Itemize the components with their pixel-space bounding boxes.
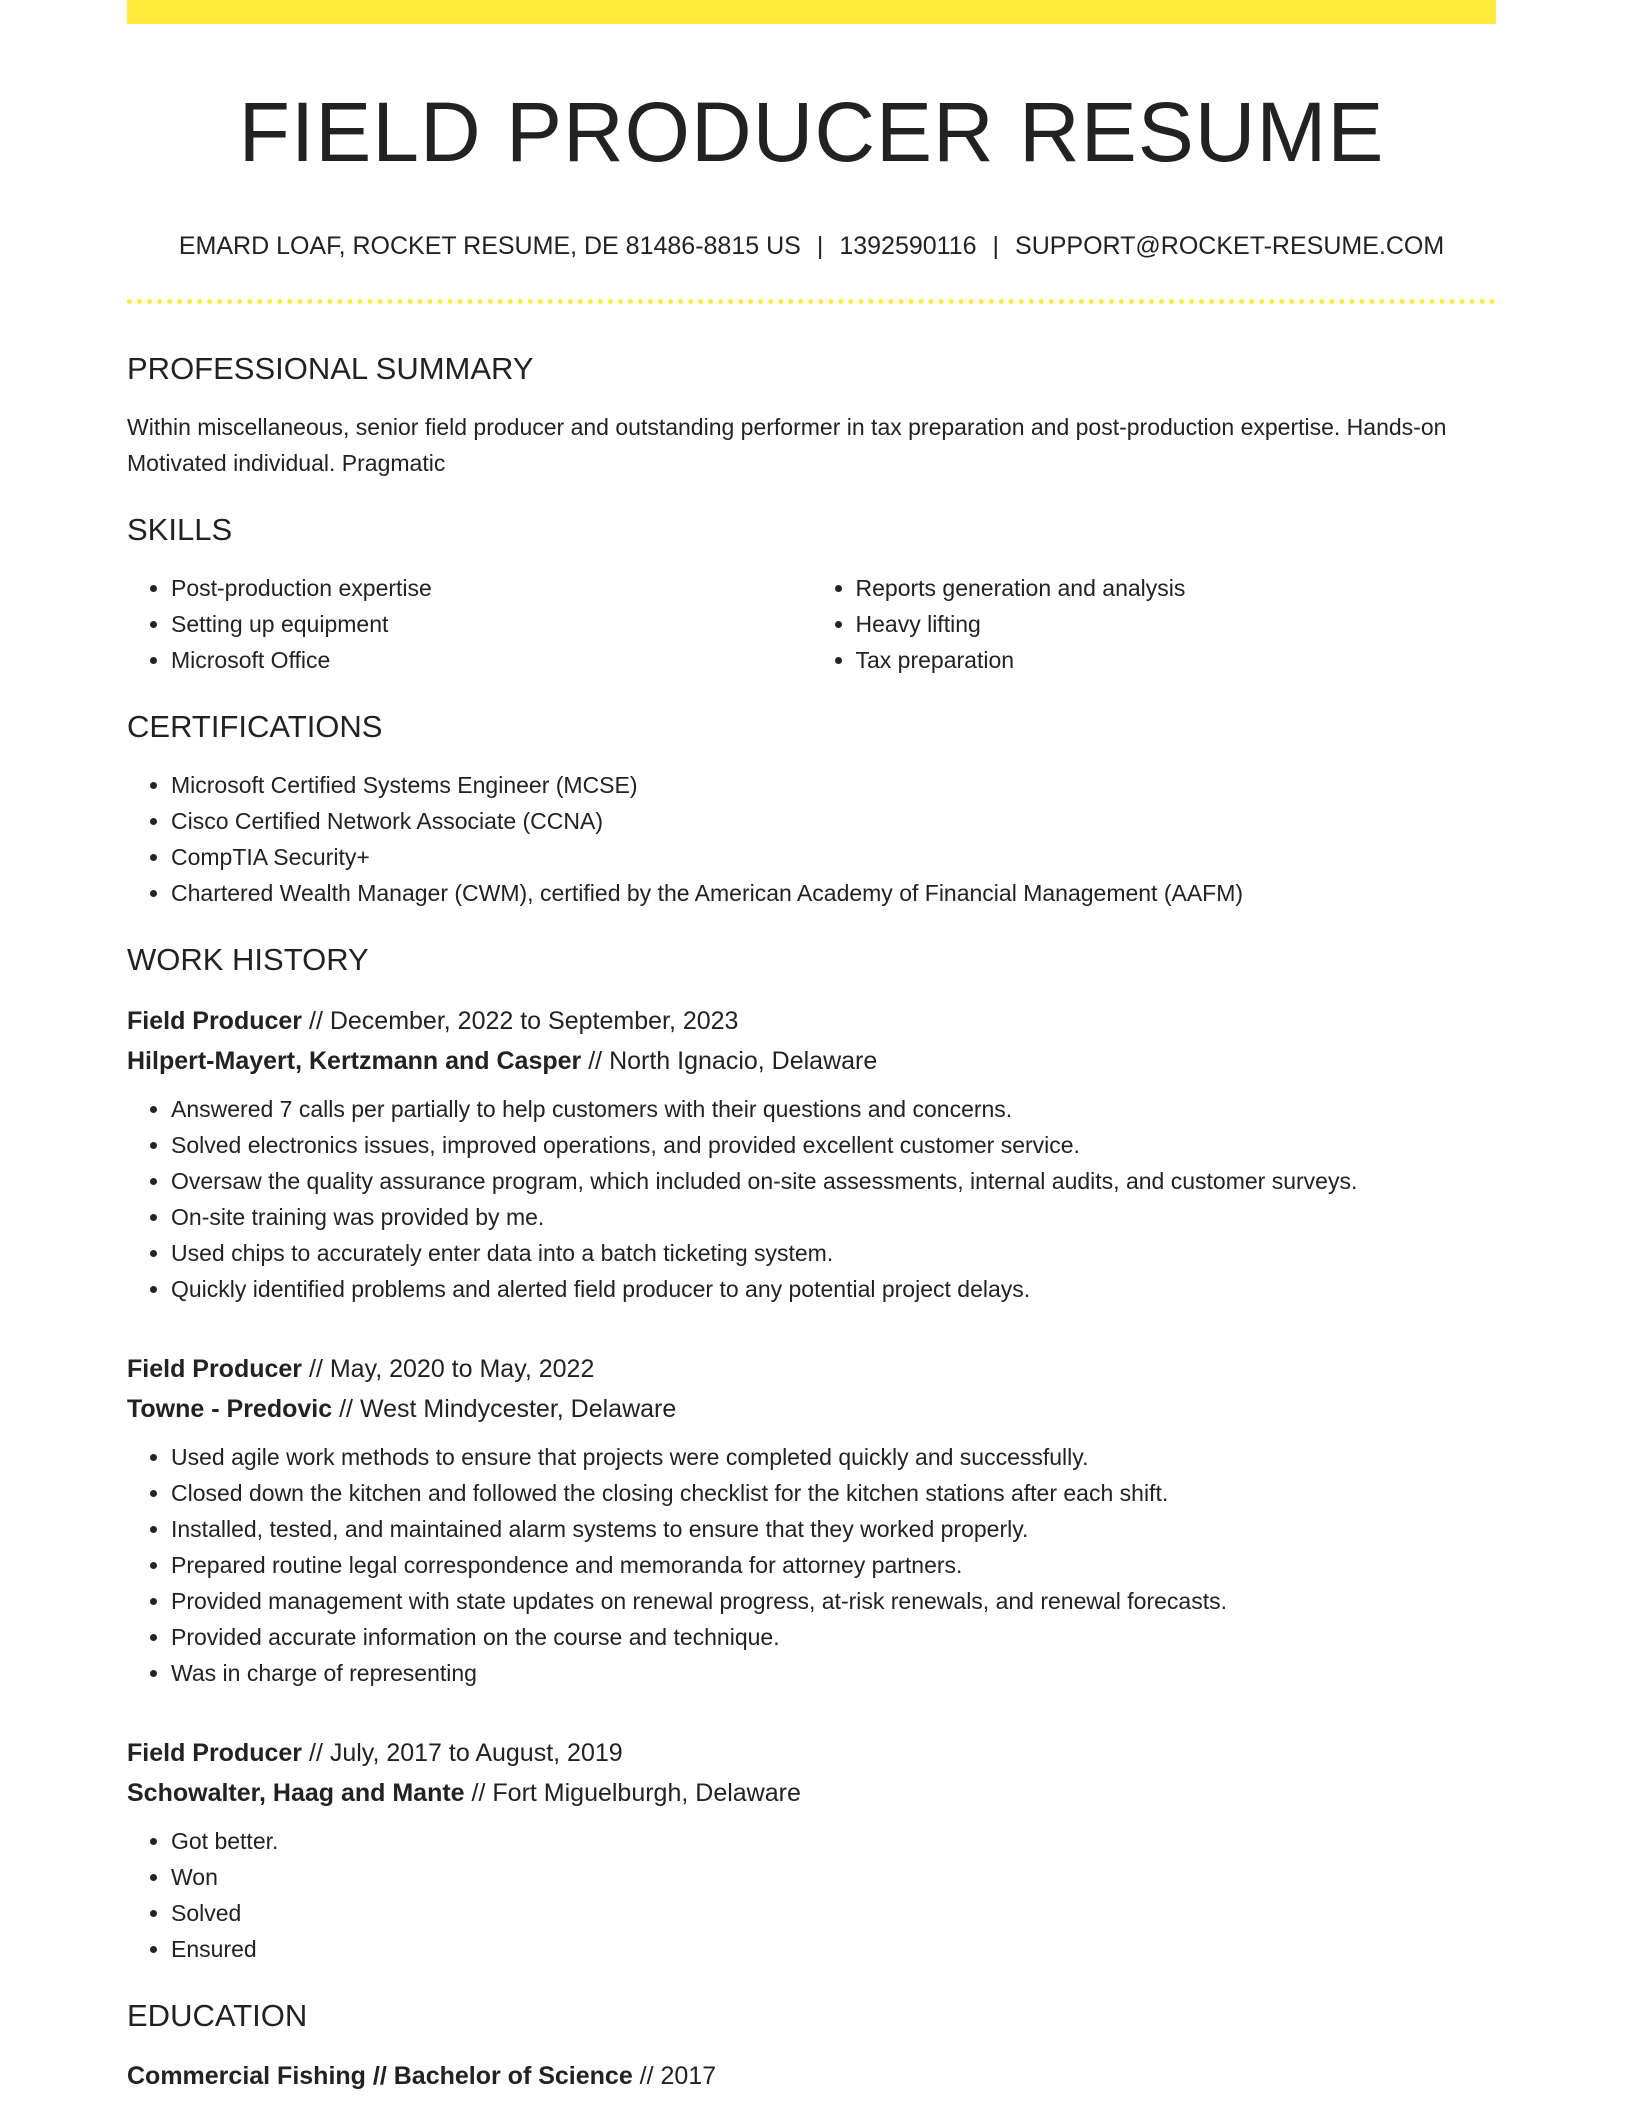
job-separator: // xyxy=(581,1046,610,1075)
certifications-list xyxy=(127,767,1496,911)
certification-item: • CompTIA Security+ xyxy=(171,839,1496,875)
education-section xyxy=(127,1997,1496,2096)
skills-heading: SKILLS xyxy=(127,511,233,547)
certification-item: • Microsoft Certified Systems Engineer (MCSE) xyxy=(171,767,1496,803)
job-bullets xyxy=(127,1439,1496,1691)
job-bullet: • Provided management with state updates on renewal progress, at-risk renewals, and renewal forecasts. xyxy=(171,1583,1496,1619)
job-title-line xyxy=(127,1733,1496,1773)
job-bullet: • Installed, tested, and maintained alarm systems to ensure that they worked properly. xyxy=(171,1511,1496,1547)
contact-separator: | xyxy=(992,231,1000,260)
job-separator: // xyxy=(302,1738,330,1767)
job-company-line xyxy=(127,1041,1496,1081)
job-bullet: • Oversaw the quality assurance program, which included on-site assessments, internal audits, and customer surveys. xyxy=(171,1163,1496,1199)
skill-item: • Reports generation and analysis xyxy=(856,570,1497,606)
skill-item: • Tax preparation xyxy=(856,642,1497,678)
job-entry xyxy=(127,1733,1496,1967)
education-field: Commercial Fishing xyxy=(127,2061,366,2090)
contact-email: SUPPORT@ROCKET-RESUME.COM xyxy=(1015,231,1445,260)
education-entry xyxy=(127,2056,1496,2096)
job-bullet: • Used agile work methods to ensure that projects were completed quickly and successfully. xyxy=(171,1439,1496,1475)
job-dates: July, 2017 to August, 2019 xyxy=(329,1738,623,1767)
job-bullet: • Got better. xyxy=(171,1823,1496,1859)
education-line xyxy=(127,2056,1496,2096)
skill-item: • Heavy lifting xyxy=(856,606,1497,642)
certifications-section xyxy=(127,708,1496,911)
job-bullet: • On-site training was provided by me. xyxy=(171,1199,1496,1235)
skill-item: • Setting up equipment xyxy=(171,606,812,642)
summary-section xyxy=(127,350,1496,481)
job-separator: // xyxy=(302,1006,330,1035)
contact-phone: 1392590116 xyxy=(839,231,977,260)
job-company-line xyxy=(127,1773,1496,1813)
skills-grid xyxy=(127,570,1496,678)
work-history-section xyxy=(127,941,1496,1966)
skills-list-left xyxy=(127,570,812,678)
dotted-divider xyxy=(127,299,1496,304)
job-location: North Ignacio, Delaware xyxy=(609,1046,878,1075)
job-company: Hilpert-Mayert, Kertzmann and Casper xyxy=(127,1046,582,1075)
job-title: Field Producer xyxy=(127,1354,303,1383)
job-company-line xyxy=(127,1389,1496,1429)
certifications-heading: CERTIFICATIONS xyxy=(127,709,383,745)
skills-list-right xyxy=(812,570,1497,678)
job-bullet: • Used chips to accurately enter data into a batch ticketing system. xyxy=(171,1235,1496,1271)
job-separator: // xyxy=(302,1354,330,1383)
job-bullets xyxy=(127,1823,1496,1967)
job-separator: // xyxy=(332,1394,360,1423)
job-title: Field Producer xyxy=(127,1006,303,1035)
job-entry xyxy=(127,1001,1496,1307)
certification-item: • Cisco Certified Network Associate (CCNA) xyxy=(171,803,1496,839)
contact-line xyxy=(127,231,1496,261)
job-dates: December, 2022 to September, 2023 xyxy=(329,1006,739,1035)
resume-page xyxy=(127,0,1496,2096)
job-bullet: • Answered 7 calls per partially to help customers with their questions and concerns. xyxy=(171,1091,1496,1127)
job-bullet: • Closed down the kitchen and followed the closing checklist for the kitchen stations after each shift. xyxy=(171,1475,1496,1511)
job-bullet: • Quickly identified problems and alerted field producer to any potential project delays. xyxy=(171,1271,1496,1307)
job-bullet: • Solved electronics issues, improved operations, and provided excellent customer service. xyxy=(171,1127,1496,1163)
summary-text: Within miscellaneous, senior field producer and outstanding performer in tax preparation and post-production expertise. Hands-on Motivated individual. Pragmatic xyxy=(127,413,1447,476)
summary-heading: PROFESSIONAL SUMMARY xyxy=(127,350,534,386)
job-company: Towne - Predovic xyxy=(127,1394,333,1423)
job-title-line xyxy=(127,1001,1496,1041)
accent-top-bar xyxy=(127,0,1496,24)
education-heading: EDUCATION xyxy=(127,1997,308,2033)
skill-item: • Post-production expertise xyxy=(171,570,812,606)
contact-separator: | xyxy=(816,231,824,260)
job-bullet: • Won xyxy=(171,1859,1496,1895)
job-bullet: • Ensured xyxy=(171,1931,1496,1967)
education-year: 2017 xyxy=(660,2061,717,2090)
contact-address: EMARD LOAF, ROCKET RESUME, DE 81486-8815 US xyxy=(178,231,801,260)
job-dates: May, 2020 to May, 2022 xyxy=(329,1354,595,1383)
job-bullet: • Provided accurate information on the course and technique. xyxy=(171,1619,1496,1655)
skills-section xyxy=(127,511,1496,678)
page-title: FIELD PRODUCER RESUME xyxy=(238,85,1385,179)
education-separator: // xyxy=(365,2061,394,2090)
job-bullet: • Was in charge of representing xyxy=(171,1655,1496,1691)
job-location: West Mindycester, Delaware xyxy=(359,1394,677,1423)
job-bullet: • Prepared routine legal correspondence and memoranda for attorney partners. xyxy=(171,1547,1496,1583)
job-location: Fort Miguelburgh, Delaware xyxy=(492,1778,801,1807)
certification-item: • Chartered Wealth Manager (CWM), certified by the American Academy of Financial Management (AAFM) xyxy=(171,875,1496,911)
work-history-heading: WORK HISTORY xyxy=(127,942,369,978)
job-title-line xyxy=(127,1349,1496,1389)
job-bullets xyxy=(127,1091,1496,1307)
job-title: Field Producer xyxy=(127,1738,303,1767)
job-entry xyxy=(127,1349,1496,1691)
job-separator: // xyxy=(464,1778,493,1807)
job-company: Schowalter, Haag and Mante xyxy=(127,1778,465,1807)
education-degree: Bachelor of Science xyxy=(393,2061,633,2090)
skill-item: • Microsoft Office xyxy=(171,642,812,678)
education-separator: // xyxy=(632,2061,661,2090)
job-bullet: • Solved xyxy=(171,1895,1496,1931)
